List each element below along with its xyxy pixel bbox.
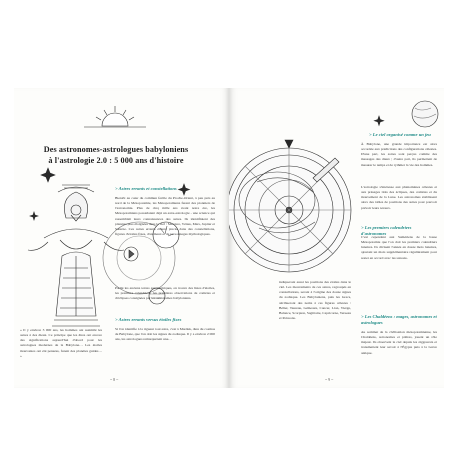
body-paragraph: Si l'on identifie à la rigueur tout astre, c'est à Marduk, dieu du cosmos de Babylone, que l'on doit les signes du zodiaque. Il y a environ 2 000 ans, les astrologues remarquèrent une… [115,327,215,342]
body-paragraph: L'astrologie s'intéresse aux phénomènes célestes et aux présages tirés des éclipses, des comètes et du mouvement de la Lune. Les astronomes établissent alors des tables de positions des astres pour pouvoir prévoir leurs retours. [361,185,437,210]
page-number: ~ 8 ~ [110,377,119,382]
section-heading: > Astres errants versus étoiles fixes [115,317,182,322]
left-page [14,88,229,388]
body-paragraph: Parmi les anciens textes astronomiques, on trouve des listes d'étoiles, les premiers calendriers, les premières observations de comètes et d'éclipses consignées par les astronomes babyloniens. [115,286,215,301]
body-paragraph: Au sommet de la civilisation mésopotamienne, les Chaldéens, astronomes et prêtres, jouent un rôle majeur. Ils observent le ciel depuis les ziggourats et transmettent leur savoir à l'Égypte puis à la Grèce antique. [361,330,437,355]
section-heading: > Le ciel organisé comme un jeu [369,132,431,137]
side-paragraph: « Il y environ 3 000 ans, les hommes ont assimilé les astres à des dieux. Ce principe que les êtres ont encore des significations aujourd'hui d'abord pour les astrologues modernes de la Babylone… Les étoiles mouvantes ont été pensées, furent des planètes guides… » [20,328,102,358]
planet-icon [412,101,438,127]
page-title: Des astronomes-astrologues babyloniens à l'astrologie 2.0 : 5 000 ans d'histoire [43,145,189,165]
astrolabe-illustration [229,140,351,272]
body-paragraph: indiqueront aussi les positions des étoiles dans le ciel. Les mouvements de ces astres, regroupés en constellations, seront à l'origine des douze signes du zodiaque. Les Babyloniens, puis les Grecs, attribueront des noms à ces figures célestes : Bélier, Taureau, Gémeaux, Cancer, Lion, Vierge, Balance, Scorpion, Sagittaire, Capricorne, Verseau et Poissons. [279,280,351,321]
section-heading: > Astres errants et constellations [115,186,177,191]
body-paragraph: C'est cependant aux Sumériens de la basse Mésopotamie que l'on doit les premiers calendriers lunaires. Ils divisent l'année en douze mois lunaires, ajoutant un mois supplémentaire régulièrement pour rester en accord avec les saisons. [361,235,437,260]
section-heading: > Les premiers calendriers d'astronomes [361,225,412,236]
section-heading: > Les Chaldéens : mages, astronomes et astrologues [361,314,437,325]
body-paragraph: Bientôt au cœur du commun fertile du Proche-Orient, à peu près au nord de la Mésopotamie, les Mésopotamiens furent des pionniers de l'astronomie. Plus de cinq mille ans avant notre ère, les Mésopotamiens possédaient déjà un astre-astrologie - une science qui rassemblait leurs connaissances des astres. Ils identifiaient des planètes plus éloignées dans le ciel : Mercure, Vénus, Mars, Jupiter et Saturne. Ces astres errants étaient placés dans des constellations, figures d'étoiles fixes, d'animaux et de personnages mythologiques. [115,196,215,237]
body-paragraph: À Babylone, une grande importance est alors accordée aux prédictions des configurations célestes. D'une part, les astres sont perçus comme des messages des dieux ; d'autre part, ils permettent de mesurer le temps et de rythmer la vie des hommes. [361,142,437,167]
right-page [229,88,444,388]
page-number: ~ 9 ~ [325,377,334,382]
goddess-figure [28,185,124,326]
sun-ornament-icon [84,106,146,127]
